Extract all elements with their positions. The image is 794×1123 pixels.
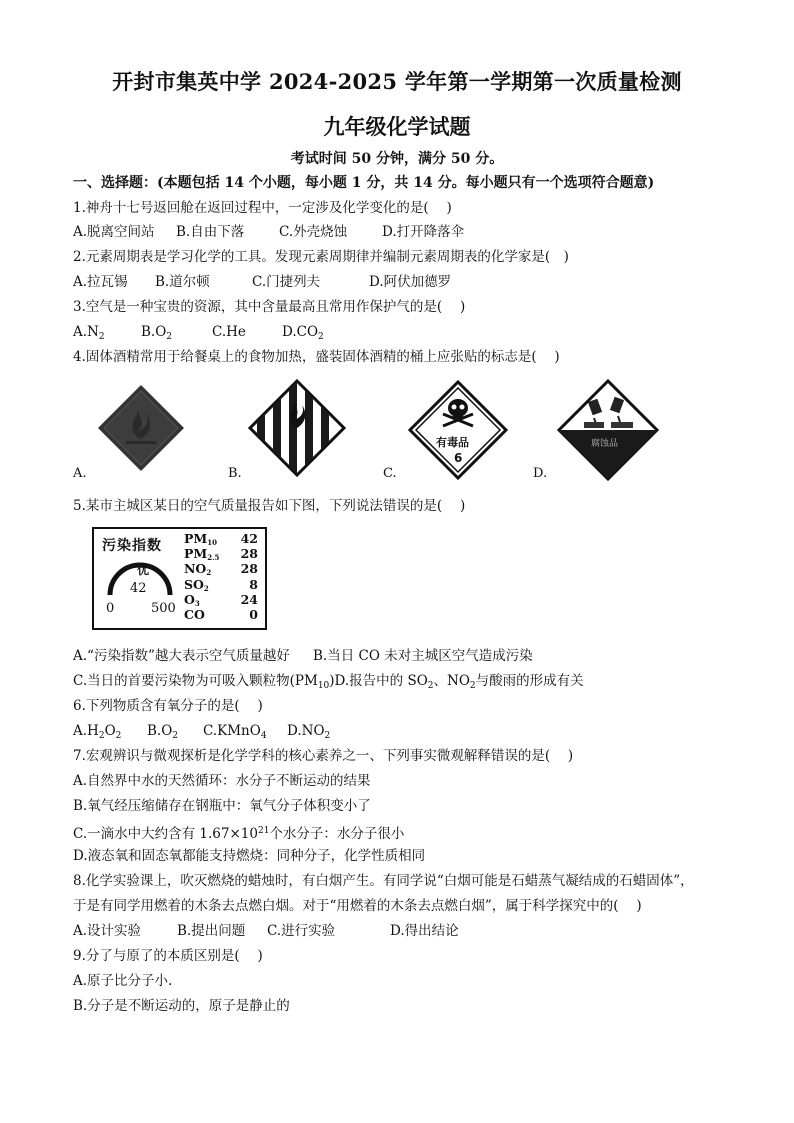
q3-option-b: $B.O_2$ [141, 324, 173, 342]
q1-option-d: D.打开降落伞 [382, 224, 465, 240]
q7-option-a: A.自然界中水的天然循环：水分子不断运动的结果 [73, 773, 371, 789]
aq-pollutant-values [236, 531, 258, 622]
exam-subtitle: 九年级化学试题 [323, 114, 471, 139]
question-6-options [73, 722, 330, 745]
striped-flammable-sign-icon [247, 378, 347, 478]
q4-label-b: B. [228, 466, 242, 481]
question-3-stem: 3.空气是一种宝贵的资源，其中含量最高且常用作保护气的是( ) [73, 299, 466, 315]
question-2-options [73, 273, 451, 291]
aq-pollutant-name: NO2 [184, 561, 212, 578]
aq-scale-max: 500 [151, 601, 176, 616]
flammable-solid-sign-icon [96, 383, 186, 473]
question-4-stem: 4.固体酒精常用于给餐桌上的食物加热，盛装固体酒精的桶上应张贴的标志是( ) [73, 349, 560, 365]
q8-option-c: C.进行实验 [267, 923, 336, 939]
aq-pollutant-value: 0 [249, 606, 258, 622]
q6-option-d: $D.NO_2$ [287, 723, 331, 741]
section-heading: 一、选择题：(本题包括 14 个小题，每小题 1 分，共 14 分。每小题只有一个选项符合题意) [73, 175, 655, 191]
q8-option-d: D.得出结论 [390, 923, 459, 939]
question-1-options [73, 223, 464, 241]
aq-pollutant-names [184, 531, 219, 622]
q9-option-a: A.原子比分子小. [73, 973, 173, 989]
q1-option-c: C.外壳烧蚀 [279, 224, 348, 240]
toxic-skull-sign-icon [408, 380, 508, 480]
aq-pollutant-name: SO2 [184, 576, 209, 593]
question-6-stem: 6.下列物质含有氧分子的是( ) [73, 698, 263, 714]
question-5-options-row1 [73, 647, 533, 665]
question-2-stem: 2.元素周期表是学习化学的工具。发现元素周期律并编制元素周期表的化学家是( ) [73, 249, 569, 265]
question-8-options [73, 922, 459, 940]
q3-option-d: $D.CO_2$ [282, 324, 324, 342]
aq-pollutant-value: 28 [240, 561, 258, 577]
q3-option-c: C.He [212, 324, 246, 340]
question-8-stem-line2: 于是有同学用燃着的木条去点燃白烟。对于“用燃着的木条去点燃白烟”，属于科学探究中的( ) [73, 898, 642, 914]
corrosive-sign-text: 腐蚀品 [591, 439, 619, 449]
question-7-stem: 7.宏观辨识与微观探析是化学学科的核心素养之一、下列事实微观解释错误的是( ) [73, 748, 574, 764]
q6-option-c: C.KMnO$_4$ [203, 723, 267, 741]
aq-scale-min: 0 [106, 601, 115, 616]
q8-option-a: A.设计实验 [73, 923, 142, 939]
toxic-sign-number: 6 [454, 451, 463, 465]
question-9-stem: 9.分了与原了的本质区别是( ) [73, 948, 263, 964]
aq-pollutant-name: PM10 [184, 531, 217, 547]
q4-label-c: C. [383, 466, 397, 481]
aq-pollutant-value: 28 [240, 546, 258, 562]
aq-pollutant-name: CO [184, 606, 205, 622]
question-1-stem: 1.神舟十七号返回舱在返回过程中，一定涉及化学变化的是( ) [73, 200, 452, 216]
air-quality-report [92, 527, 267, 630]
aq-pollutant-name: O3 [184, 591, 200, 608]
q5-option-d: D.报告中的 $SO_2$、$NO_2$与酸雨的形成有关 [334, 673, 584, 691]
q7-option-c: C.一滴水中大约含有 $1.67\times 10^{21}$个水分子：水分子很小 [73, 826, 405, 842]
q4-label-a: A. [73, 466, 87, 481]
q7-option-b: B.氧气经压缩储存在钢瓶中：氧气分子体积变小了 [73, 798, 371, 814]
q6-option-b: $B.O_2$ [147, 723, 179, 741]
question-3-options [73, 323, 324, 346]
q6-option-a: $A.H_2O_2$ [73, 723, 122, 741]
corrosive-sign-icon [556, 378, 660, 482]
q9-option-b: B.分子是不断运动的，原子是静止的 [73, 998, 290, 1014]
q3-option-a: $A.N_2$ [73, 324, 105, 342]
aq-grade: 优 [137, 563, 150, 577]
aq-pollutant-value: 42 [240, 531, 258, 546]
question-8-stem-line1: 8.化学实验课上，吹灭燃烧的蜡烛时，有白烟产生。有同学说“白烟可能是石蜡蒸气凝结成的石蜡固体”， [73, 873, 694, 889]
aq-pollutant-name: PM2.5 [184, 546, 220, 563]
q5-option-c: C.当日的首要污染物为可吸入颗粒物$(PM_{10})$ [73, 673, 335, 691]
exam-info: 考试时间 50 分钟，满分 50 分。 [290, 151, 504, 167]
q5-option-a: A.“污染指数”越大表示空气质量越好 [73, 648, 290, 664]
question-5-options-row2 [73, 672, 584, 695]
q4-label-d: D. [533, 466, 548, 481]
q8-option-b: B.提出问题 [177, 923, 246, 939]
q7-option-d: D.液态氧和固态氧都能支持燃烧：同种分子，化学性质相同 [73, 848, 426, 864]
question-5-stem: 5.某市主城区某日的空气质量报告如下图，下列说法错误的是( ) [73, 498, 466, 514]
aq-report-title: 污染指数 [102, 538, 162, 554]
exam-title: 开封市集英中学 2024-2025 学年第一学期第一次质量检测 [112, 69, 682, 94]
aq-pollutant-value: 8 [249, 576, 258, 592]
q5-option-b: B.当日 CO 未对主城区空气造成污染 [313, 648, 533, 664]
q2-option-b: B.道尔顿 [155, 274, 210, 290]
toxic-sign-text: 有毒品 [436, 436, 469, 449]
aq-pollutant-value: 24 [240, 591, 258, 607]
q2-option-a: A.拉瓦锡 [73, 274, 128, 290]
aq-index-value: 42 [130, 581, 147, 596]
q1-option-a: A.脱离空间站 [73, 224, 155, 240]
q2-option-c: C.门捷列夫 [252, 274, 321, 290]
q1-option-b: B.自由下落 [176, 224, 245, 240]
q2-option-d: D.阿伏加德罗 [369, 274, 452, 290]
